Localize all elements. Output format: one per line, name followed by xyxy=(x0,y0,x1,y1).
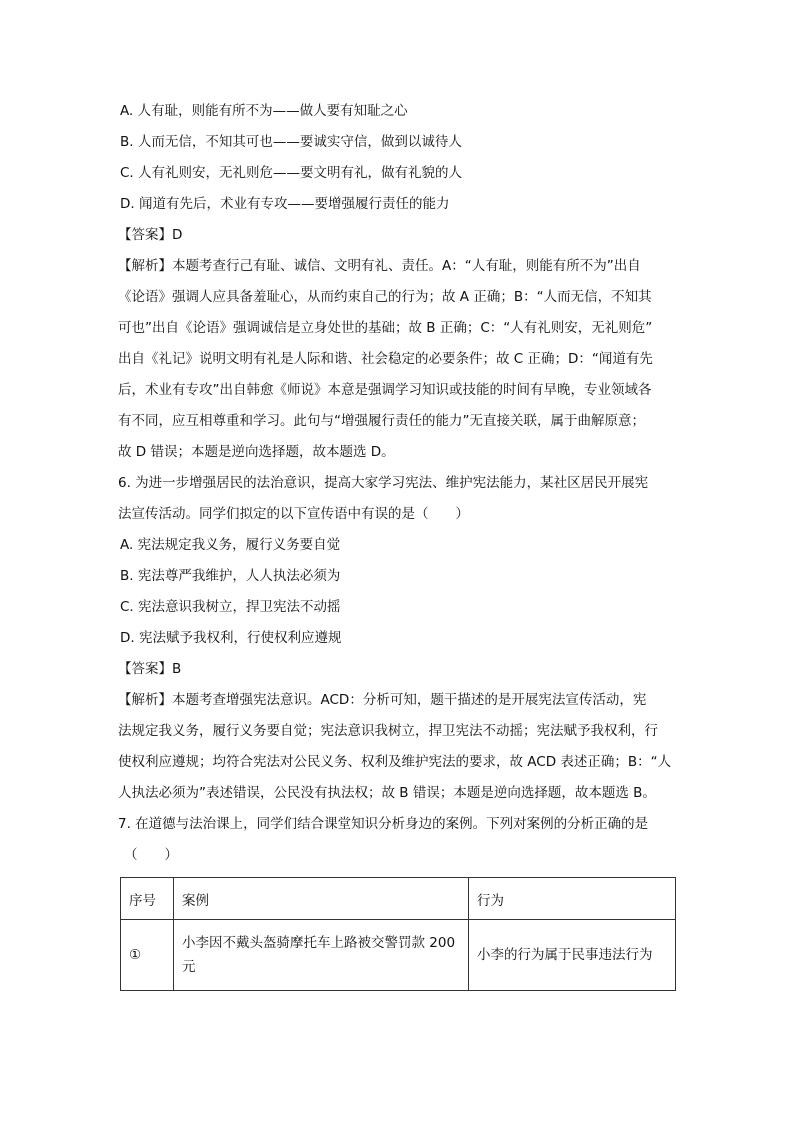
q5-analysis-line: 【解析】本题考查行己有耻、诚信、文明有礼、责任。A：“人有耻，则能有所不为”出自 xyxy=(118,258,641,274)
q6-analysis-line: 【解析】本题考查增强宪法意识。ACD：分析可知，题干描述的是开展宪法宣传活动，宪 xyxy=(118,692,647,708)
q6-stem xyxy=(118,468,678,530)
q6-option-a: A. 宪法规定我义务，履行义务要自觉 xyxy=(120,537,341,553)
q7-answer-paren: （ ） xyxy=(124,847,178,863)
table-cell: 小李的行为属于民事违法行为 xyxy=(469,920,676,991)
q5-option-a: A. 人有耻，则能有所不为——做人要有知耻之心 xyxy=(120,103,408,119)
table-header-cell: 序号 xyxy=(121,878,174,920)
q5-option-b: B. 人而无信，不知其可也——要诚实守信，做到以诚待人 xyxy=(120,134,462,150)
q6-analysis-line: 法规定我义务，履行义务要自觉；宪法意识我树立，捍卫宪法不动摇；宪法赋予我权利，行 xyxy=(118,723,658,739)
table-cell: 小李因不戴头盔骑摩托车上路被交警罚款 200 元 xyxy=(174,920,469,991)
q5-analysis-line: 《论语》强调人应具备羞耻心，从而约束自己的行为；故 A 正确；B：“人而无信，不知其 xyxy=(118,289,652,305)
document-body xyxy=(118,96,678,871)
table-header-cell: 案例 xyxy=(174,878,469,920)
q6-answer: 【答案】B xyxy=(118,661,182,677)
q5-option-d: D. 闻道有先后，术业有专攻——要增强履行责任的能力 xyxy=(120,196,450,212)
q6-stem-line: 6. 为进一步增强居民的法治意识，提高大家学习宪法、维护宪法能力，某社区居民开展宪 xyxy=(118,475,649,491)
q5-analysis-line: 后，术业有专攻”出自韩愈《师说》本意是强调学习知识或技能的时间有早晚，专业领域各 xyxy=(118,382,652,398)
q5-analysis-line: 出自《礼记》说明文明有礼是人际和谐、社会稳定的必要条件；故 C 正确；D：“闻道有先 xyxy=(118,351,653,367)
q5-options xyxy=(118,96,678,220)
q6-analysis-line: 人执法必须为”表述错误，公民没有执法权；故 B 错误；本题是逆向选择题，故本题选 B。 xyxy=(118,785,656,801)
q5-analysis-line: 故 D 错误；本题是逆向选择题，故本题选 D。 xyxy=(118,444,395,460)
q7-case-table xyxy=(120,877,676,991)
q5-analysis-line: 可也”出自《论语》强调诚信是立身处世的基础；故 B 正确；C：“人有礼则安，无礼则危” xyxy=(118,320,653,336)
q6-option-b: B. 宪法尊严我维护，人人执法必须为 xyxy=(120,568,341,584)
q6-stem-line: 法宣传活动。同学们拟定的以下宣传语中有误的是（ ） xyxy=(118,506,469,522)
q5-option-c: C. 人有礼则安，无礼则危——要文明有礼，做有礼貌的人 xyxy=(120,165,463,181)
q5-analysis xyxy=(118,251,678,468)
q6-analysis-line: 使权利应遵规；均符合宪法对公民义务、权利及维护宪法的要求，故 ACD 表述正确；B：“人 xyxy=(118,754,672,770)
q6-option-c: C. 宪法意识我树立，捍卫宪法不动摇 xyxy=(120,599,341,615)
q7-stem: 7. 在道德与法治课上，同学们结合课堂知识分析身边的案例。下列对案例的分析正确的是 xyxy=(118,816,649,832)
table-row xyxy=(121,920,676,991)
q6-analysis xyxy=(118,685,678,809)
q5-answer: 【答案】D xyxy=(118,227,183,243)
q6-option-d: D. 宪法赋予我权利，行使权利应遵规 xyxy=(120,630,342,646)
table-header-cell: 行为 xyxy=(469,878,676,920)
q5-analysis-line: 有不同，应互相尊重和学习。此句与“增强履行责任的能力”无直接关联，属于曲解原意； xyxy=(118,413,645,429)
q6-options xyxy=(118,530,678,654)
table-cell: ① xyxy=(121,920,174,991)
table-header-row xyxy=(121,878,676,920)
